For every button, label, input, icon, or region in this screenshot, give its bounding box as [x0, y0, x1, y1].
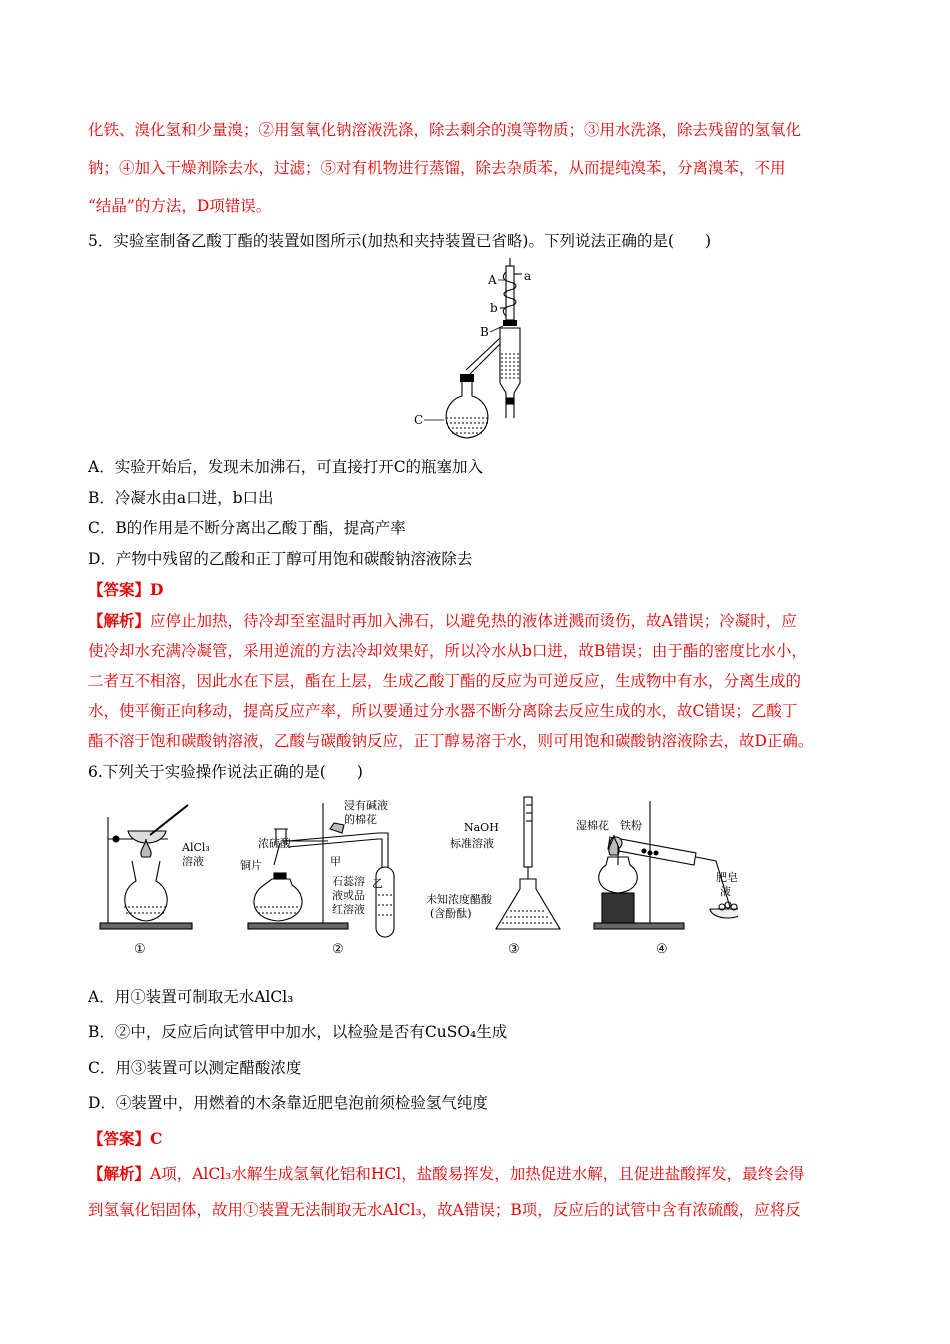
q5-analysis-tag: 【解析】: [88, 611, 151, 630]
label-solution: 溶液: [182, 855, 204, 868]
q5-analysis-line-3: 二者互不相溶，因此水在下层，酯在上层，生成乙酸丁酯的反应为可逆反应，生成物中有水，分离生成的: [88, 672, 802, 690]
label-soap-1: 肥皂: [716, 871, 738, 884]
condenser: [500, 258, 522, 320]
label-b: b: [490, 301, 498, 315]
q5-option-d: D．产物中残留的乙酸和正丁醇可用饱和碳酸钠溶液除去: [88, 550, 473, 568]
label-litmus-2: 液或品: [332, 889, 365, 902]
label-n2: ②: [332, 942, 344, 957]
label-n4: ④: [656, 942, 668, 957]
label-unknown-2: (含酚酞): [430, 907, 472, 920]
label-litmus-1: 石蕊溶: [332, 875, 365, 888]
q5-apparatus-figure: [410, 258, 560, 448]
label-jia: 甲: [330, 855, 341, 868]
q6-analysis-line-2: 到氢氧化铝固体，故用①装置无法制取无水AlCl₃，故A错误；B项，反应后的试管中含有浓硫酸，应将反: [88, 1201, 801, 1219]
apparatus-3: [496, 797, 560, 929]
q5-analysis-line-4: 水，使平衡正向移动，提高反应产率，所以要通过分水器不断分离除去反应生成的水，故C错误；乙酸丁: [88, 702, 798, 720]
q6-answer-tag: 【答案】: [88, 1129, 151, 1148]
q4-analysis-line-3: “结晶”的方法，D项错误。: [88, 197, 272, 215]
label-a: a: [524, 269, 532, 283]
label-yi: 乙: [372, 877, 383, 890]
label-n3: ③: [508, 942, 520, 957]
q5-answer-tag: 【答案】: [88, 580, 151, 599]
stopper-C: [460, 374, 474, 382]
q6-option-a: A．用①装置可制取无水AlCl₃: [88, 988, 294, 1006]
label-conc-acid: 浓硫酸: [258, 837, 291, 850]
q6-answer: [88, 1127, 162, 1149]
label-copper: 铜片: [240, 859, 262, 872]
label-soap-2: 液: [720, 885, 731, 898]
q6-answer-value: C: [150, 1129, 163, 1148]
q6-option-c: C．用③装置可以测定醋酸浓度: [88, 1059, 302, 1077]
label-soaked-1: 浸有碱液: [344, 799, 388, 812]
q5-option-b: B．冷凝水由a口进，b口出: [88, 489, 274, 507]
q6-stem: 6.下列关于实验操作说法正确的是( ): [88, 763, 363, 781]
q4-analysis-line-2: 钠；④加入干燥剂除去水，过滤；⑤对有机物进行蒸馏，除去杂质苯，从而提纯溴苯，分离溴苯，不用: [88, 159, 786, 177]
q5-answer: [88, 578, 163, 600]
q6-option-b: B．②中，反应后向试管甲中加水，以检验是否有CuSO₄生成: [88, 1023, 508, 1041]
label-B: B: [480, 325, 489, 339]
q5-option-a: A．实验开始后，发现未加沸石，可直接打开C的瓶塞加入: [88, 458, 484, 476]
label-naoh-2: 标准溶液: [450, 837, 494, 850]
label-C: C: [414, 413, 424, 427]
q4-analysis-line-1: 化铁、溴化氢和少量溴；②用氢氧化钠溶液洗涤，除去剩余的溴等物质；③用水洗涤，除去残留的氢氧化: [88, 121, 802, 139]
q5-answer-value: D: [150, 580, 164, 599]
q6-analysis-line-1: [88, 1162, 804, 1184]
label-A: A: [488, 273, 497, 287]
q6-apparatus-figure: [98, 795, 738, 960]
apparatus-4: [594, 801, 738, 929]
apparatus-1: [100, 805, 192, 929]
label-soaked-2: 的棉花: [344, 813, 377, 826]
q5-analysis-line-5: 酯不溶于饱和碳酸钠溶液，乙酸与碳酸钠反应，正丁醇易溶于水，则可用饱和碳酸钠溶液除去，故D正确。: [88, 732, 814, 750]
label-unknown-1: 未知浓度醋酸: [426, 893, 492, 906]
label-n1: ①: [134, 942, 146, 957]
label-alcl3: AlCl₃: [182, 841, 210, 854]
q5-analysis-line-1: [88, 609, 797, 631]
q5-analysis-line-2: 使冷却水充满冷凝管，采用逆流的方法冷却效果好，所以冷水从b口进，故B错误；由于酯的密度比水小，: [88, 642, 807, 660]
label-naoh-1: NaOH: [464, 821, 499, 834]
round-bottom-flask: [446, 382, 488, 438]
label-wet-cotton: 湿棉花: [576, 819, 609, 832]
stopper-B: [503, 320, 517, 326]
q6-option-d: D．④装置中，用燃着的木条靠近肥皂泡前须检验氢气纯度: [88, 1094, 488, 1112]
q5-analysis-first: 应停止加热，待冷却至室温时再加入沸石，以避免热的液体迸溅而烫伤，故A错误；冷凝时，应: [150, 612, 797, 630]
q5-option-c: C．B的作用是不断分离出乙酸丁酯，提高产率: [88, 519, 406, 537]
q6-analysis-first: A项，AlCl₃水解生成氢氧化铝和HCl，盐酸易挥发，加热促进水解，且促进盐酸挥发，最终会得: [150, 1165, 805, 1183]
label-litmus-3: 红溶液: [332, 903, 365, 916]
q6-analysis-tag: 【解析】: [88, 1164, 151, 1183]
water-separator: [466, 328, 520, 418]
label-iron: 铁粉: [620, 819, 642, 832]
q5-stem: 5．实验室制备乙酸丁酯的装置如图所示(加热和夹持装置已省略)。下列说法正确的是( ): [88, 232, 712, 250]
